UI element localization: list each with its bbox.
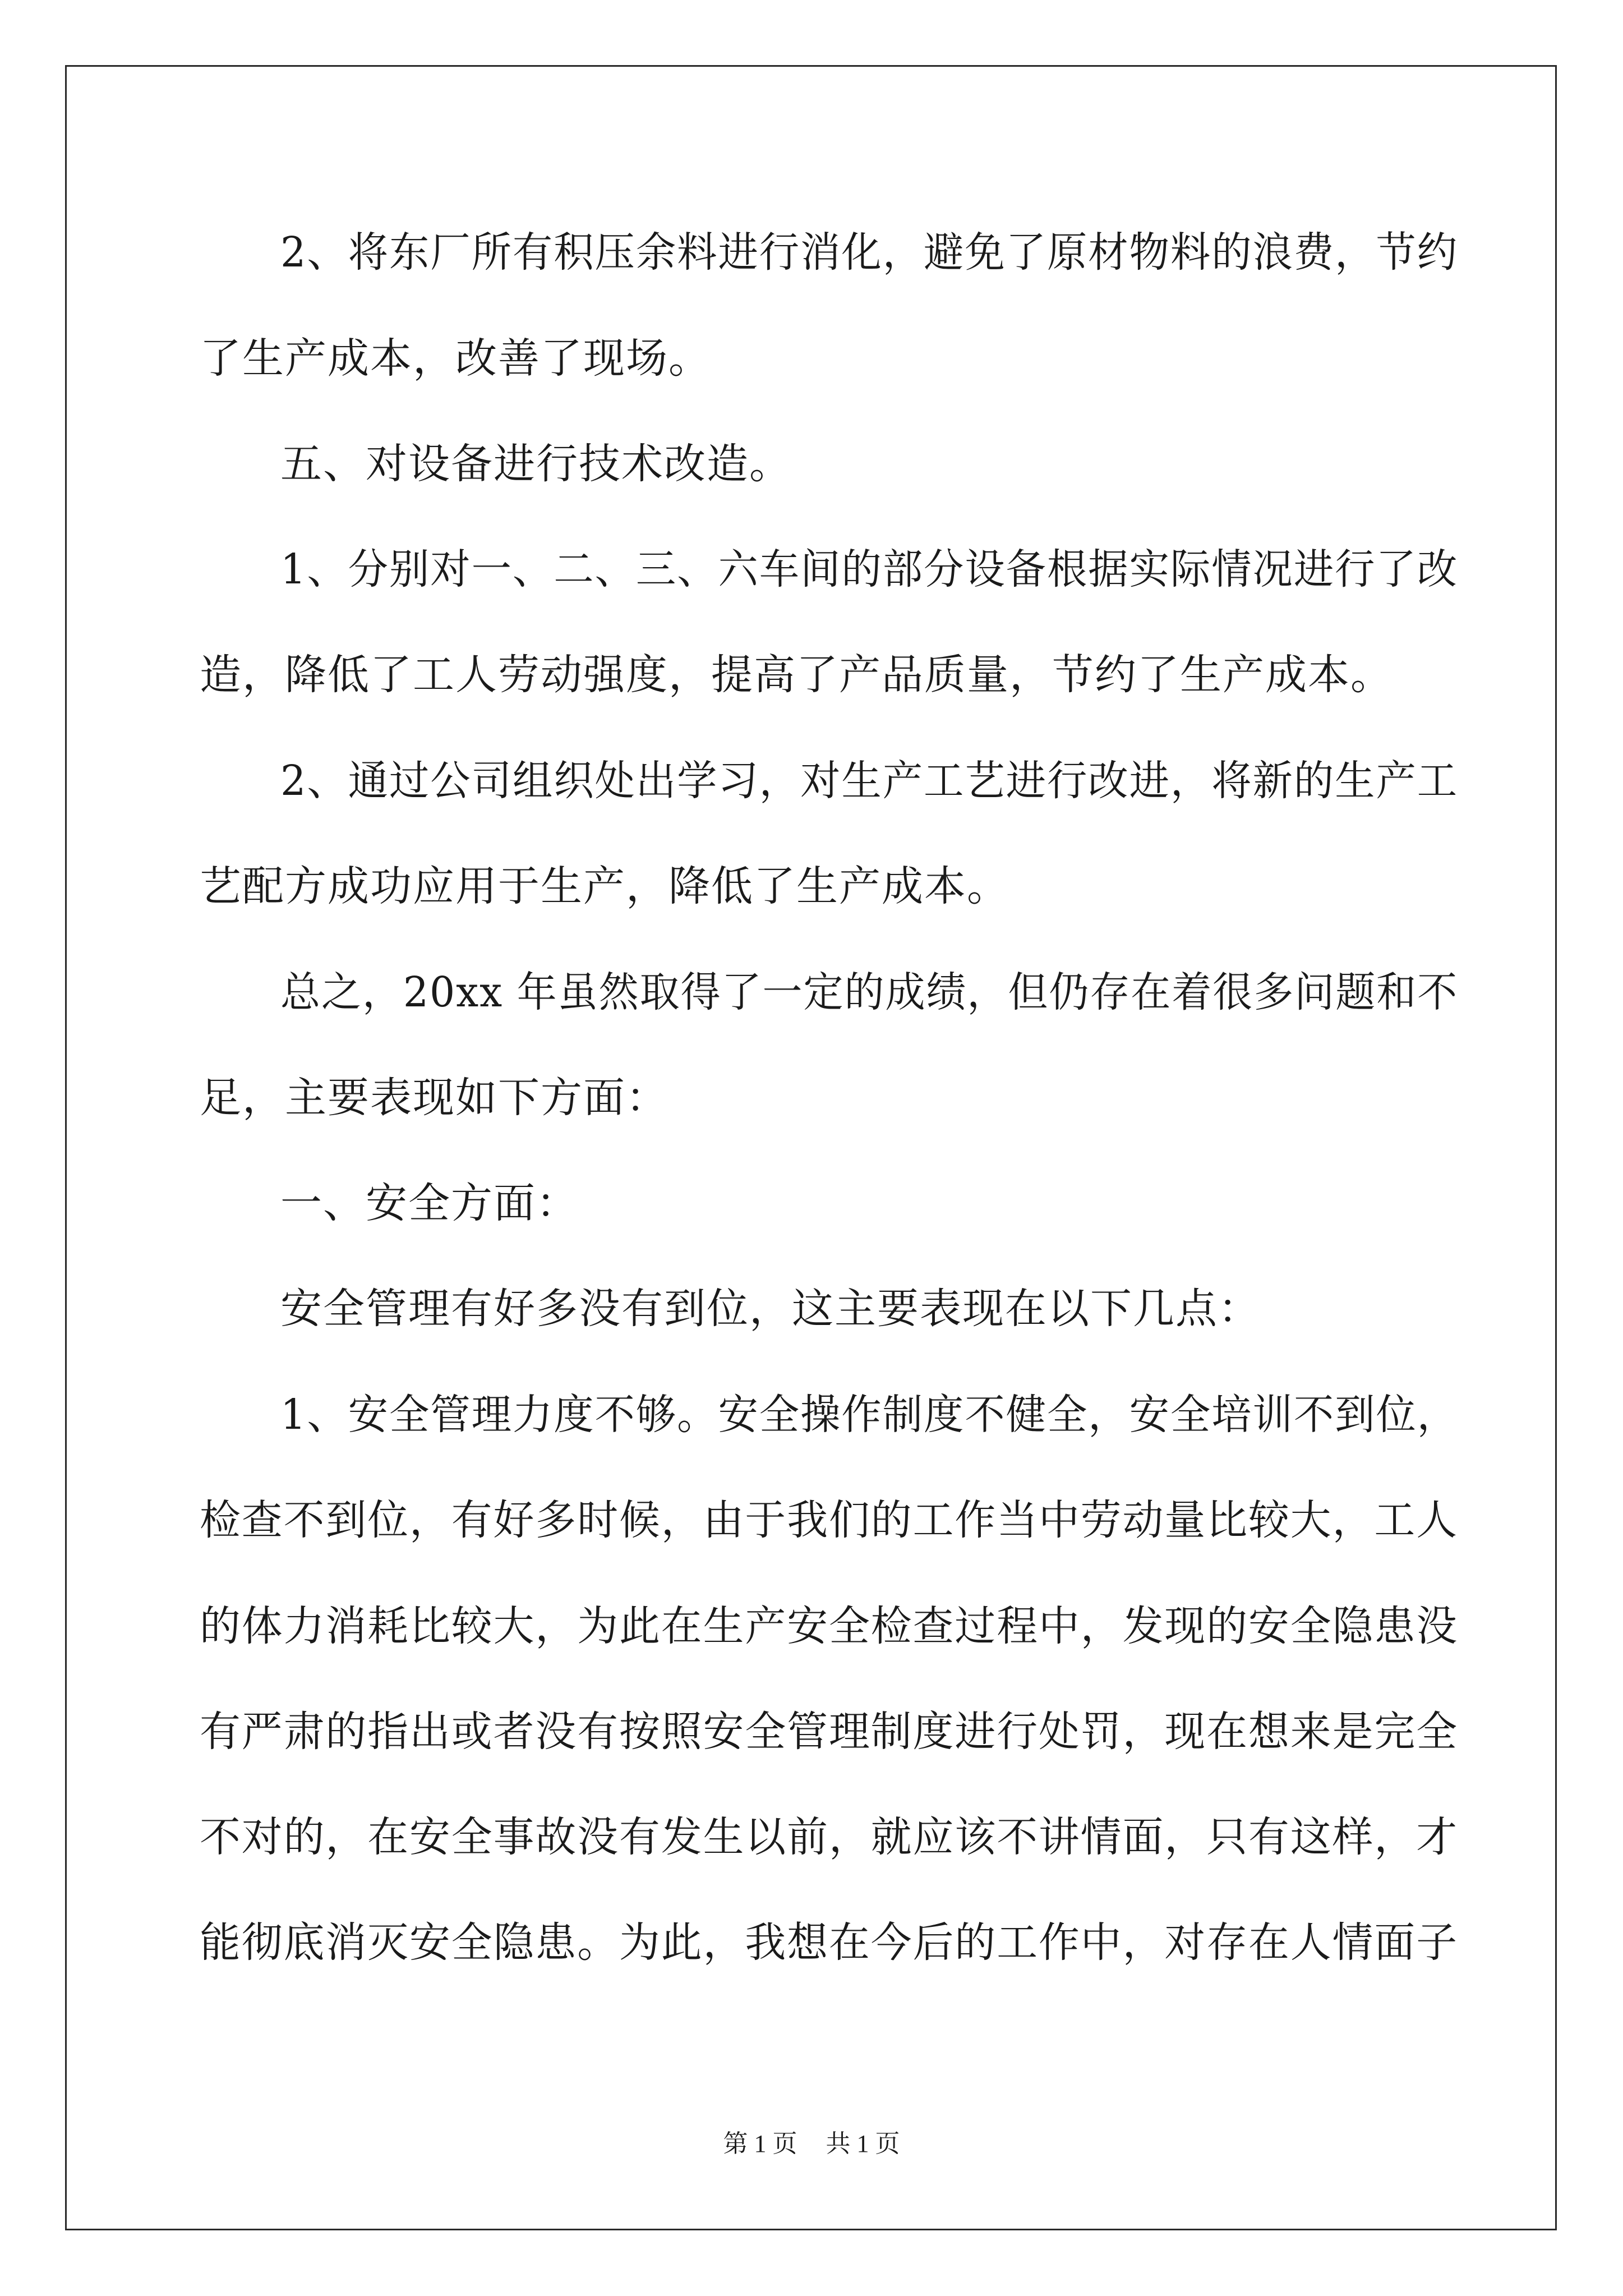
text-line: 能彻底消灭安全隐患。为此，我想在今后的工作中，对存在人情面子 bbox=[200, 1918, 1458, 1967]
text-line: 安全管理有好多没有到位，这主要表现在以下几点： bbox=[280, 1285, 1261, 1333]
text-line: 有严肃的指出或者没有按照安全管理制度进行处罚，现在想来是完全 bbox=[200, 1708, 1458, 1756]
text-line: 造，降低了工人劳动强度，提高了产品质量，节约了生产成本。 bbox=[200, 651, 1393, 699]
text-line: 艺配方成功应用于生产，降低了生产成本。 bbox=[200, 862, 1009, 910]
text-line: 了生产成本，改善了现场。 bbox=[200, 334, 711, 383]
text-line: 1、分别对一、二、三、六车间的部分设备根据实际情况进行了改 bbox=[280, 545, 1459, 593]
page-footer bbox=[0, 2132, 1623, 2156]
text-line: 足，主要表现如下方面： bbox=[200, 1074, 668, 1122]
page-number: 第 1 页 bbox=[723, 2130, 797, 2157]
text-line: 总之，20xx 年虽然取得了一定的成绩，但仍存在着很多问题和不 bbox=[280, 968, 1459, 1016]
text-line: 1、安全管理力度不够。安全操作制度不健全，安全培训不到位， bbox=[280, 1391, 1459, 1439]
text-line: 2、将东厂所有积压余料进行消化，避免了原材物料的浪费，节约 bbox=[280, 228, 1459, 277]
page-border bbox=[65, 65, 1557, 2230]
text-line: 不对的，在安全事故没有发生以前，就应该不讲情面，只有这样，才 bbox=[200, 1813, 1458, 1861]
text-line: 检查不到位，有好多时候，由于我们的工作当中劳动量比较大，工人 bbox=[200, 1496, 1458, 1544]
section-heading: 五、对设备进行技术改造。 bbox=[280, 440, 792, 488]
text-line: 2、通过公司组织处出学习，对生产工艺进行改进，将新的生产工 bbox=[280, 757, 1459, 805]
section-heading: 一、安全方面： bbox=[280, 1179, 579, 1227]
page-total: 共 1 页 bbox=[826, 2130, 900, 2157]
text-line: 的体力消耗比较大，为此在生产安全检查过程中，发现的安全隐患没 bbox=[200, 1602, 1458, 1650]
